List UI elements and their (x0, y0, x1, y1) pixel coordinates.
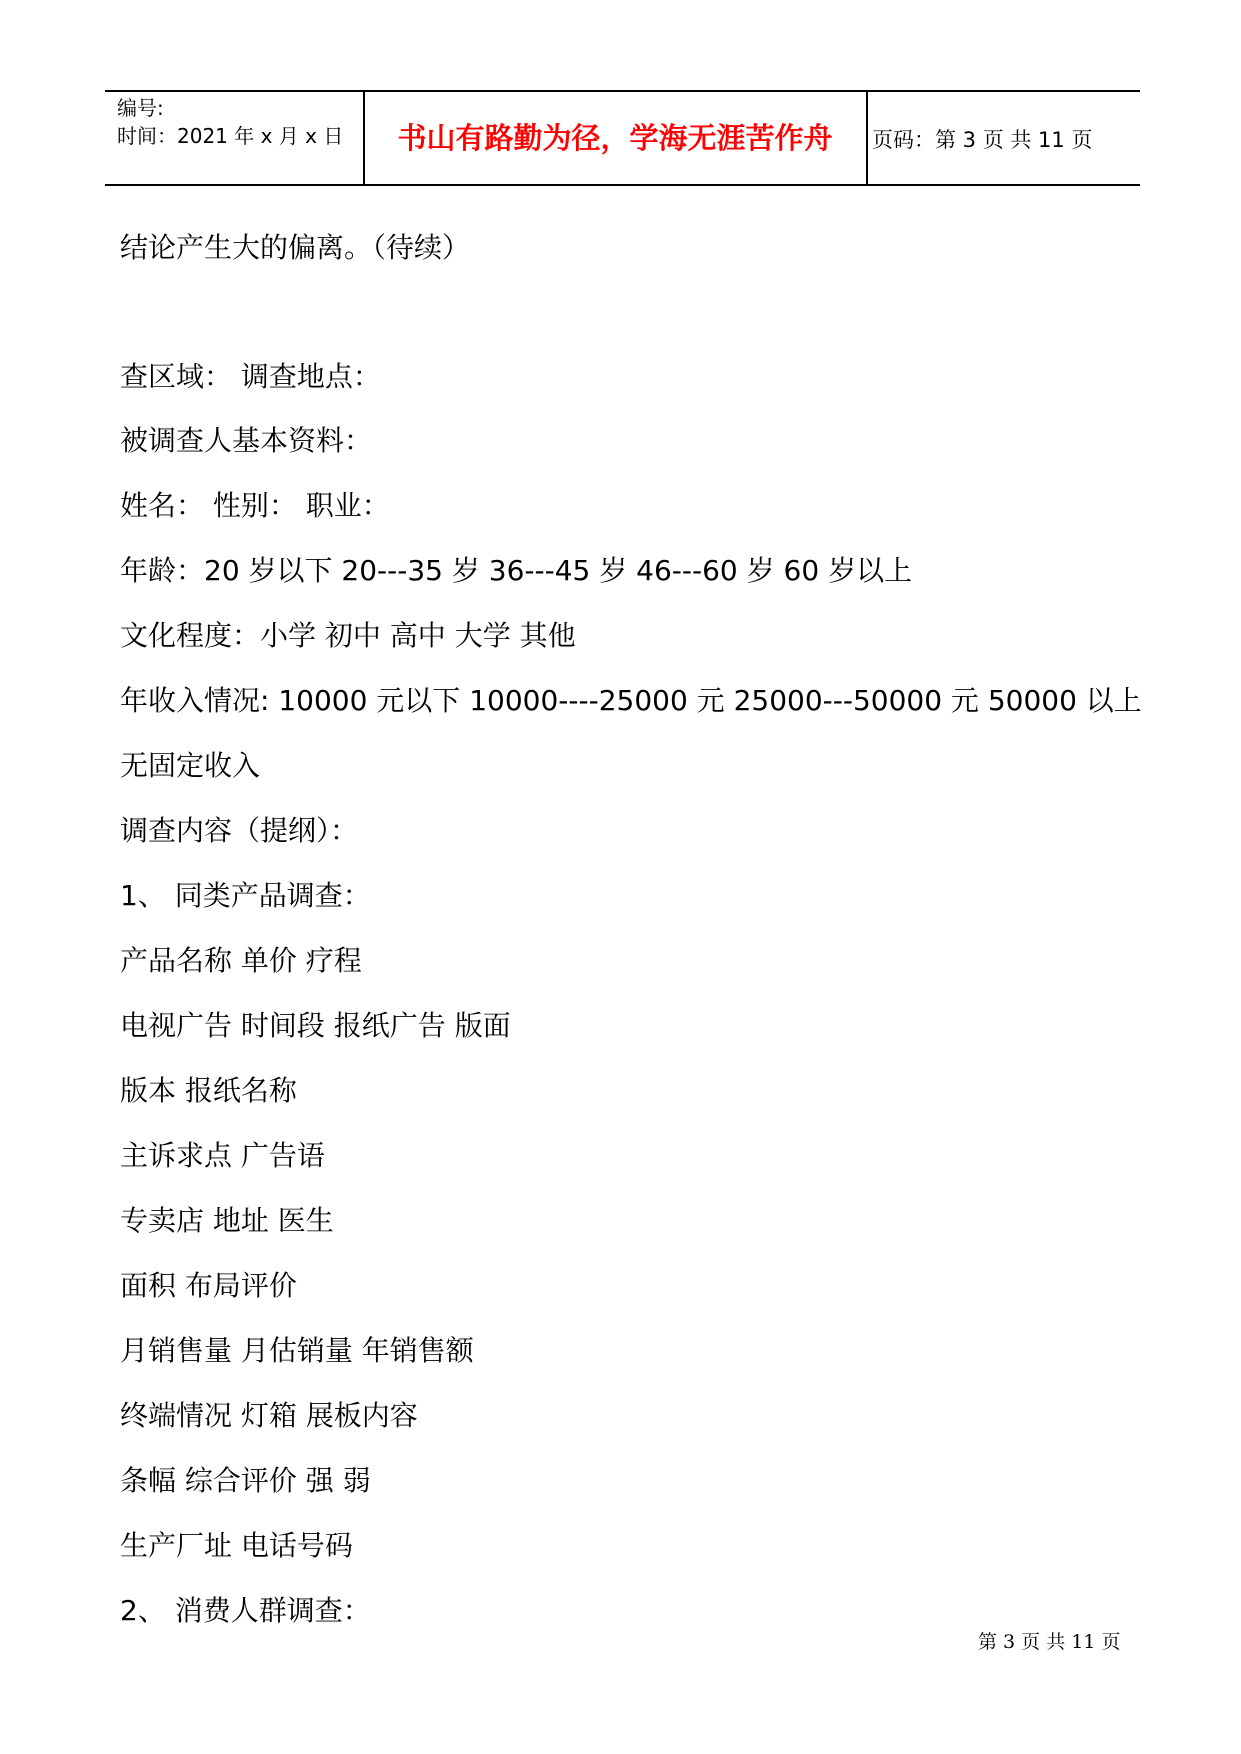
body-line-1: 结论产生大的偏离。（待续） (120, 231, 471, 264)
body-line-5: 年龄：20 岁以下 20---35 岁 36---45 岁 46---60 岁 60 岁以上 (120, 554, 913, 587)
body-line-14: 主诉求点 广告语 (120, 1139, 325, 1172)
body-line-2: 查区域： 调查地点： (120, 360, 381, 393)
body-line-19: 条幅 综合评价 强 弱 (120, 1464, 371, 1497)
body-line-4: 姓名： 性别： 职业： (120, 489, 390, 522)
body-line-9: 调查内容（提纲）： (120, 814, 359, 847)
body-line-17: 月销售量 月估销量 年销售额 (120, 1334, 474, 1367)
body-line-12: 电视广告 时间段 报纸广告 版面 (120, 1009, 511, 1042)
body-line-15: 专卖店 地址 医生 (120, 1204, 334, 1237)
header-motto: 书山有路勤为径，学海无涯苦作舟 (397, 121, 833, 155)
body-line-21: 2、 消费人群调查： (120, 1594, 371, 1627)
body-line-8: 无固定收入 (120, 749, 261, 782)
page-footer: 第 3 页 共 11 页 (978, 1631, 1121, 1653)
body-line-10: 1、 同类产品调查： (120, 879, 371, 912)
number-label: 编号: (117, 96, 164, 120)
body-line-13: 版本 报纸名称 (120, 1074, 297, 1107)
body-line-18: 终端情况 灯箱 展板内容 (120, 1399, 418, 1432)
header-divider-left (363, 92, 365, 184)
header-divider-right (866, 92, 868, 184)
body-line-7: 年收入情况: 10000 元以下 10000----25000 元 25000---50000 元 50000 以上 (120, 684, 1142, 717)
body-line-3: 被调查人基本资料： (120, 424, 373, 457)
body-line-6: 文化程度：小学 初中 高中 大学 其他 (120, 619, 576, 652)
header-page-label: 页码：第 3 页 共 11 页 (872, 128, 1093, 152)
time-label: 时间：2021 年 x 月 x 日 (117, 124, 344, 148)
body-line-16: 面积 布局评价 (120, 1269, 297, 1302)
header-meta (117, 94, 343, 150)
body-line-11: 产品名称 单价 疗程 (120, 944, 362, 977)
page-header (105, 90, 1140, 186)
body-line-20: 生产厂址 电话号码 (120, 1529, 353, 1562)
